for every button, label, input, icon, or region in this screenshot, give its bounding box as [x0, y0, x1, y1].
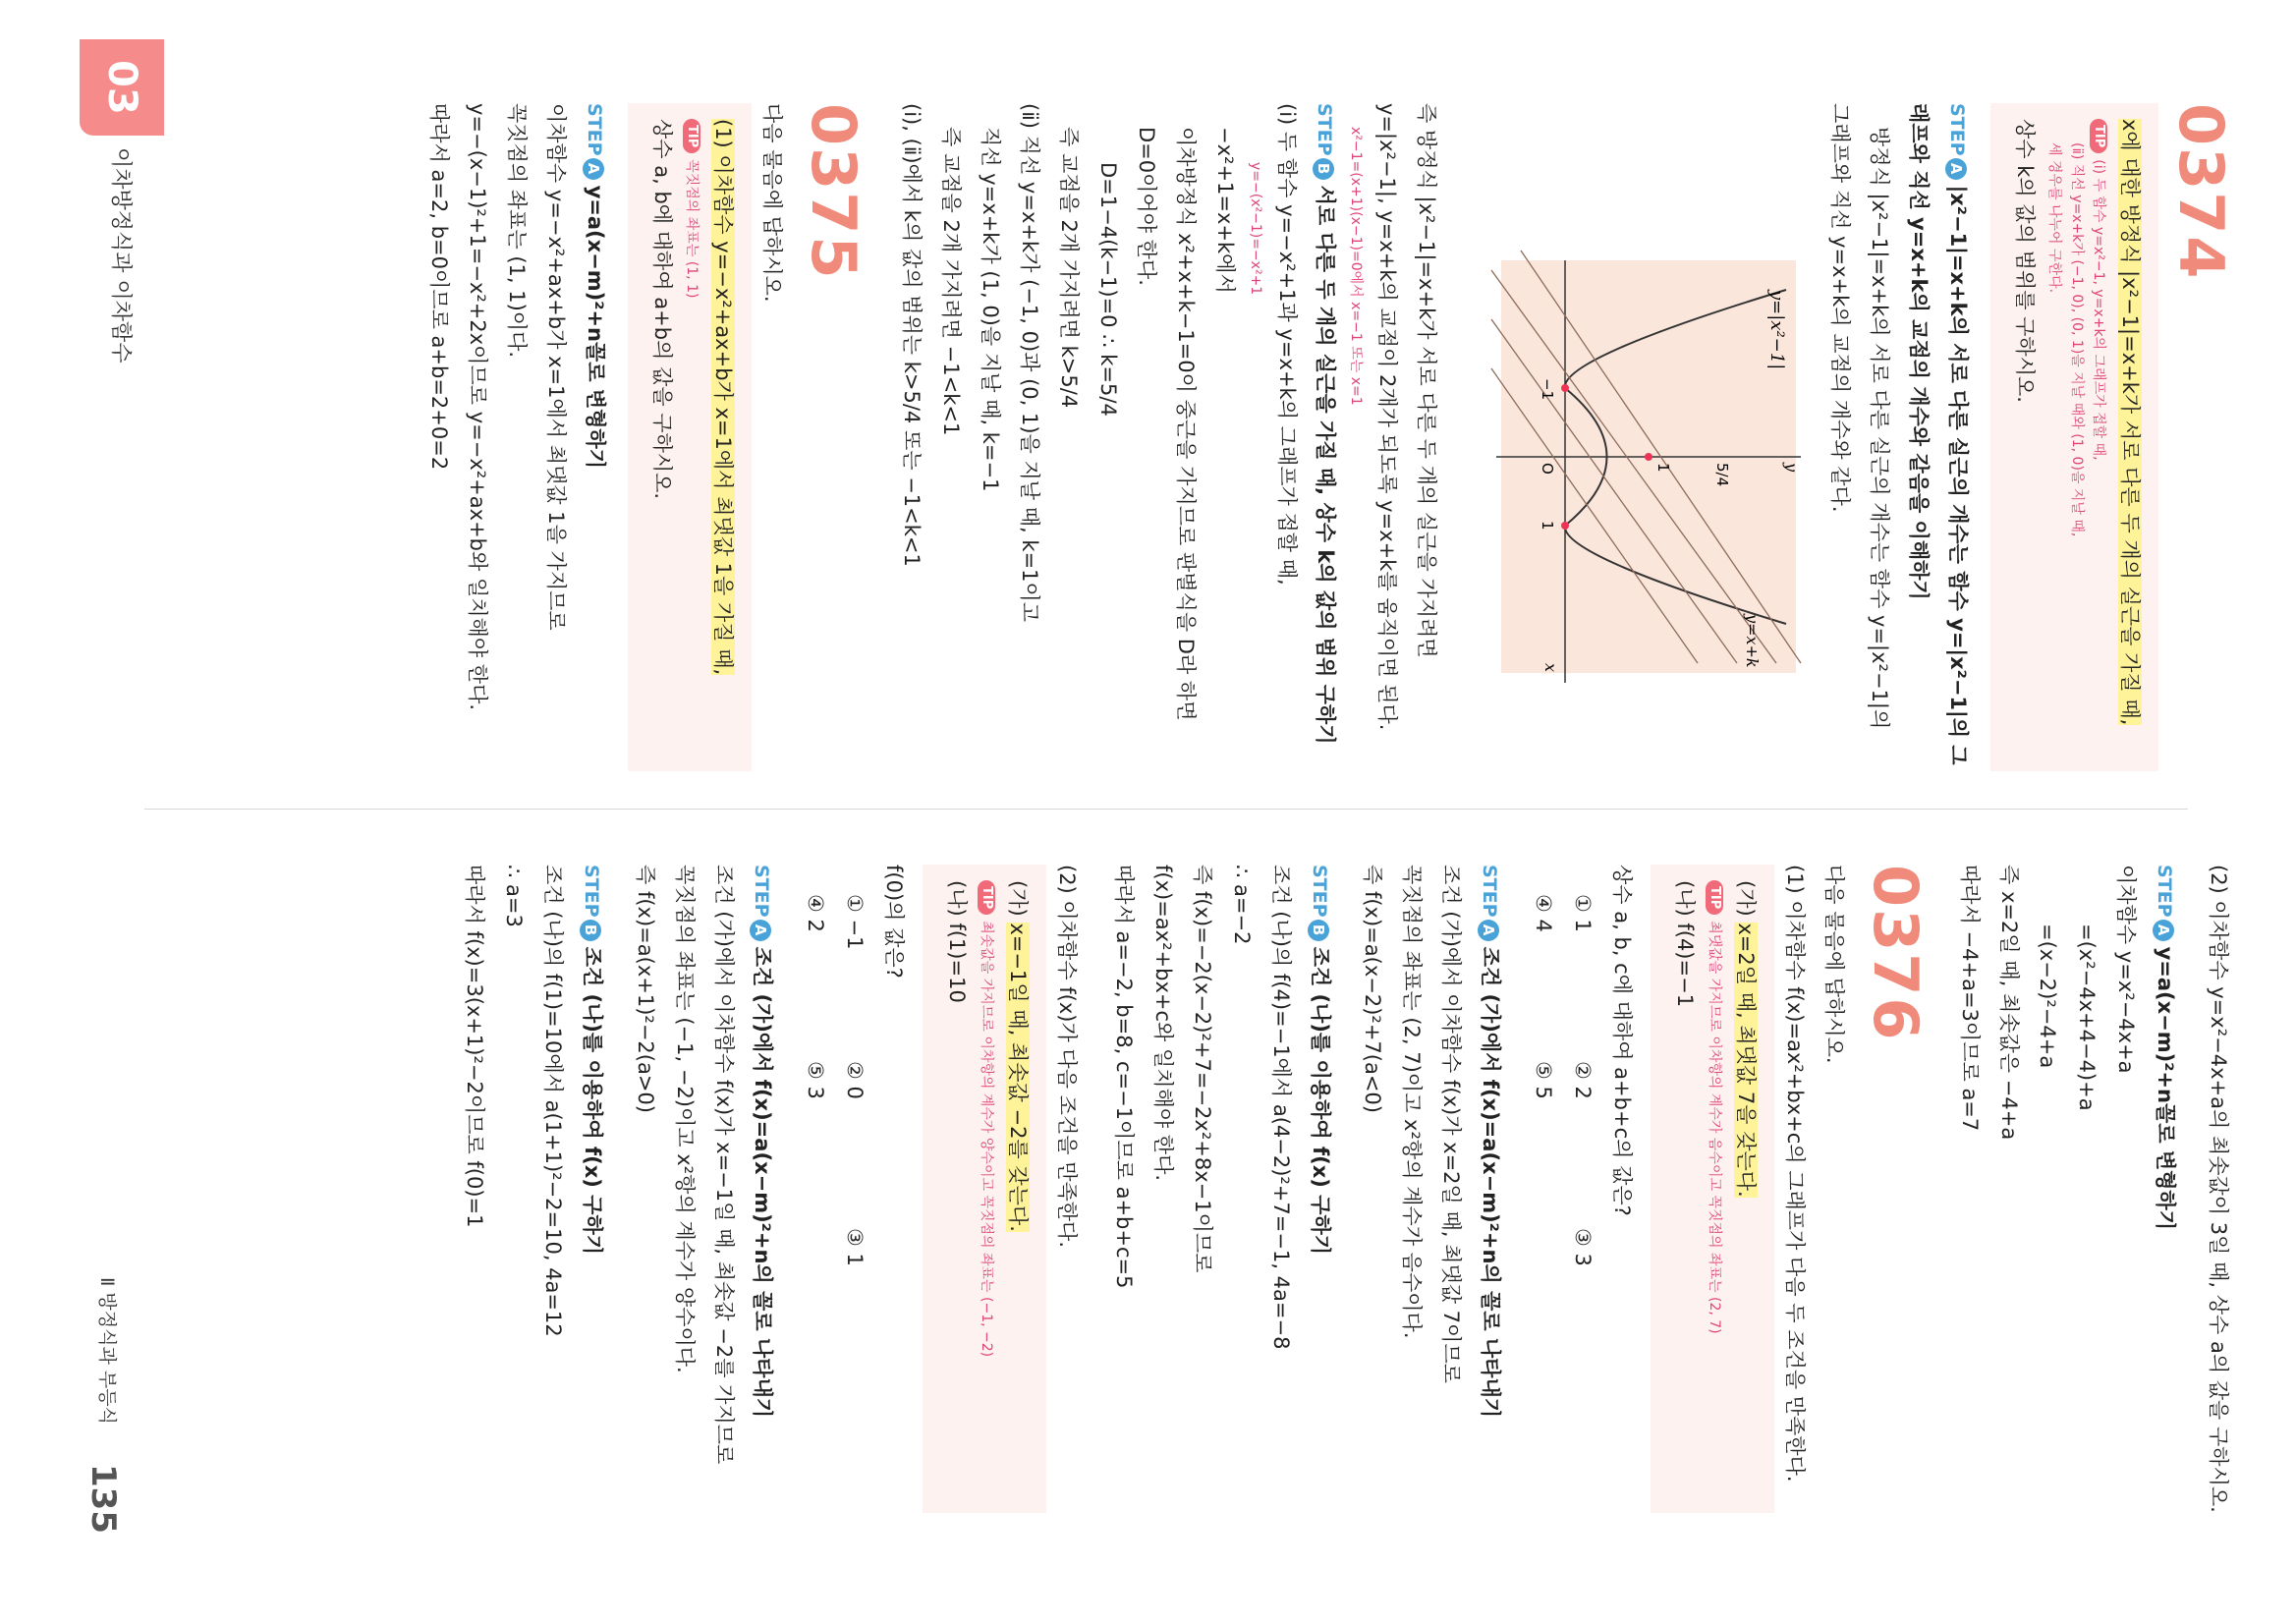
text-line: 조건 (가)에서 이차함수 f(x)가 x=2일 때, 최댓값 7이므로 [1439, 865, 1464, 1383]
text-line: (ⅰ) 두 함수 y=−x²+1과 y=x+k의 그래프가 접할 때, [1274, 103, 1299, 586]
step-a-0376 [1353, 865, 1510, 1513]
choice-1: ① −1 [843, 894, 868, 950]
step-b-title: 조건 (나)를 이용하여 f(x) 구하기 [1308, 946, 1332, 1256]
step-a-label: STEPA [584, 103, 605, 180]
problem-0375-box [628, 103, 752, 771]
step-a-title: y=a(x−m)²+n꼴로 변형하기 [2154, 946, 2178, 1231]
choice-3: ③ 3 [1570, 1228, 1595, 1266]
tip-badge: TIP [2090, 119, 2107, 153]
text-line: y=|x²−1|, y=x+k의 교점이 2개가 되도록 y=x+k를 움직이면 된다. [1374, 103, 1399, 731]
step-a-label: STEPA [1946, 103, 1968, 180]
choice-5: ⑤ 5 [1532, 1061, 1556, 1099]
problem-number-0376: 0376 [1859, 865, 1932, 1042]
choice-1: ① 1 [1570, 894, 1595, 932]
problem-0375-highlight: (1) 이차함수 y=−x²+ax+b가 x=1에서 최댓값 1을 가질 때, [711, 119, 736, 676]
problem-0374-tip: TIP(ⅰ) 두 함수 y=x²−1, y=x+k의 그래프가 접할 때, [2088, 119, 2109, 757]
text-line: 즉 f(x)=a(x−2)²+7(a<0) [1361, 865, 1385, 1113]
step-b-label: STEPB [581, 865, 602, 941]
text-line: 즉 교점을 2개 가지려면 k>5/4 [1056, 127, 1081, 409]
step-b-0374 [891, 103, 1444, 771]
left-column [419, 103, 2237, 771]
step-a-title: 조건 (가)에서 f(x)=a(x−m)²+n의 꼴로 나타내기 [1479, 946, 1503, 1419]
step-a-0375-part2 [1949, 865, 2184, 1513]
choice-2: ② 0 [843, 1061, 868, 1099]
text-line: ∴ a=−2 [1229, 865, 1254, 945]
text-line: (ⅰ), (ⅱ)에서 k의 값의 범위는 k>5/4 또는 −1<k<1 [900, 103, 924, 567]
tip-badge: TIP [1706, 880, 1723, 915]
step-a-label: STEPA [2154, 865, 2175, 941]
pink-note: y=−(x²−1)=−x²+1 [1247, 162, 1263, 296]
text-line: 이차방정식 x²+x+k−1=0이 중근을 가지므로 판별식을 D라 하면 [1174, 127, 1199, 721]
text-line: 이차함수 y=x²−4x+a [2114, 865, 2139, 1074]
page-footer [0, 0, 164, 1624]
problem-0375-question: 다음 물음에 답하시오. [760, 103, 785, 303]
text-line: 꼭짓점의 좌표는 (1, 1)이다. [505, 103, 530, 359]
step-b-0376-part2 [454, 865, 611, 1513]
chapter-title: 이차방정식과 이차함수 [108, 147, 133, 364]
problem-number-0375: 0375 [798, 103, 870, 281]
problem-0376-part1: (1) 이차함수 f(x)=ax²+bx+c의 그래프가 다음 두 조건을 만족한다. [1782, 865, 1807, 1483]
text-line: 꼭짓점의 좌표는 (−1, −2)이고 x²항의 계수가 양수이다. [672, 865, 697, 1373]
problem-0376-part2: (2) 이차함수 f(x)가 다음 조건을 만족한다. [1055, 865, 1080, 1249]
section-title: Ⅱ 방정식과 부등식 [96, 1277, 118, 1425]
step-a-0376-part2 [625, 865, 782, 1513]
problem-0374-tip-2: (ⅱ) 직선 y=x+k가 (−1, 0), (0, 1)을 지날 때와 (1, 0)을 지날 때, [2068, 142, 2085, 537]
tip-badge: TIP [978, 880, 995, 915]
problem-0376-part2-ask: f(0)의 값은? [882, 865, 907, 979]
problem-0375-part2-question: (2) 이차함수 y=x²−4x+a의 최솟값이 3일 때, 상수 a의 값을 구하시오. [2207, 865, 2230, 1513]
choice-2: ② 2 [1570, 1061, 1595, 1099]
text-line: 따라서 a=−2, b=8, c=−1이므로 a+b+c=5 [1112, 865, 1137, 1289]
graph-y-five-fourths: 5/4 [1713, 463, 1732, 487]
text-line: 꼭짓점의 좌표는 (2, 7)이고 x²항의 계수가 음수이다. [1400, 865, 1425, 1339]
text-line: 즉 x=2일 때, 최솟값은 −4+a [1996, 865, 2021, 1141]
text-line: 따라서 f(x)=3(x+1)²−2이므로 f(0)=1 [463, 865, 487, 1228]
choice-4: ④ 2 [804, 894, 828, 932]
step-a-label: STEPA [752, 865, 773, 941]
text-line: 즉 f(x)=a(x+1)²−2(a>0) [633, 865, 657, 1113]
step-b-0376 [1103, 865, 1338, 1513]
text-line: (ⅱ) 직선 y=x+k가 (−1, 0)과 (0, 1)을 지날 때, k=1이고 [1017, 103, 1041, 623]
chapter-badge: 03 [80, 39, 164, 136]
graph-label-line: y=x+k [1743, 614, 1763, 668]
text-line: 즉 f(x)=−2(x−2)²+7=−2x²+8x−1이므로 [1190, 865, 1214, 1273]
text-line: =(x²−4x+4−4)+a [2075, 924, 2100, 1111]
graph-y-one: 1 [1654, 463, 1673, 473]
text-line: 이차함수 y=−x²+ax+b가 x=1에서 최댓값 1을 가지므로 [544, 103, 569, 631]
text-line: D=1−4(k−1)=0 ∴ k=5/4 [1095, 162, 1120, 417]
pink-note: x²−1=(x+1)(x−1)=0에서 x=−1 또는 x=1 [1347, 127, 1364, 406]
text-line: 조건 (나)의 f(4)=−1에서 a(4−2)²+7=−1, 4a=−8 [1268, 865, 1293, 1350]
graph-label-curve: y=|x²−1| [1766, 290, 1788, 370]
step-a-title: |x²−1|=x+k의 서로 다른 실근의 개수는 함수 y=|x²−1|의 그래프와 직선 y=x+k의 교점의 개수와 같음을 이해하기 [1907, 103, 1971, 765]
right-column [454, 865, 2237, 1513]
problem-0376-part2-tip: TIP최솟값을 가지므로 이차항의 계수가 양수이고 꼭짓점의 좌표는 (−1, −2) [976, 880, 997, 1499]
problem-0374-highlight: x에 대한 방정식 |x²−1|=x+k가 서로 다른 두 개의 실근을 가질 때, [2118, 119, 2142, 726]
step-a-0375 [419, 103, 614, 771]
step-b-label: STEPB [1314, 103, 1335, 180]
text-line: y=−(x−1)²+1=−x²+2x이므로 y=−x²+ax+b와 일치해야 한다. [466, 103, 490, 711]
step-a-label: STEPA [1479, 865, 1500, 941]
choice-4: ④ 4 [1532, 894, 1556, 932]
column-divider [144, 809, 2188, 810]
problem-0376-question: 다음 물음에 답하시오. [1821, 865, 1846, 1064]
problem-0376-tip: TIP최댓값을 가지므로 이차항의 계수가 음수이고 꼭짓점의 좌표는 (2, 7) [1704, 880, 1725, 1499]
problem-0374-box [1990, 103, 2158, 771]
text-line: 그래프와 직선 y=x+k의 교점의 개수와 같다. [1828, 103, 1853, 513]
problem-0375-question-2: 상수 a, b에 대하여 a+b의 값을 구하시오. [650, 119, 675, 500]
problem-0376-ask: 상수 a, b, c에 대하여 a+b+c의 값은? [1609, 865, 1634, 1216]
graph-origin: O [1539, 463, 1557, 475]
text-line: −x²+1=x+k에서 [1213, 127, 1238, 294]
graph-tick-minus-one: −1 [1539, 378, 1557, 401]
problem-0376-box: (가) x=2일 때, 최댓값 7을 갖는다. TIP최댓값을 가지므로 이차항의 계수가 음수이고 꼭짓점의 좌표는 (2, 7) (나) f(4)=−1 [1651, 865, 1774, 1513]
text-line: 따라서 −4+a=3이므로 a=7 [1957, 865, 1982, 1132]
text-line: 조건 (가)에서 이차함수 f(x)가 x=−1일 때, 최솟값 −2를 가지므로 [711, 865, 736, 1465]
absolute-value-graph [1482, 231, 1806, 693]
step-b-label: STEPB [1309, 865, 1330, 941]
problem-0376-part2-box: (가) x=−1일 때, 최솟값 −2를 갖는다. TIP최솟값을 가지므로 이차항의 계수가 양수이고 꼭짓점의 좌표는 (−1, −2) (나) f(1)=10 [923, 865, 1046, 1513]
text-line: 조건 (나)의 f(1)=10에서 a(1+1)²−2=10, 4a=12 [541, 865, 566, 1337]
text-line: =(x−2)²−4+a [2036, 924, 2060, 1069]
problem-0374-question-2: 상수 k의 값의 범위를 구하시오. [2012, 119, 2037, 403]
problem-number-0374: 0374 [2165, 103, 2237, 281]
graph-label-x: x [1541, 663, 1561, 673]
text-line: 방정식 |x²−1|=x+k의 서로 다른 실근의 개수는 함수 y=|x²−1|의 [1868, 127, 1892, 730]
text-line: D=0이어야 한다. [1135, 127, 1159, 286]
problem-0376-part2-choices [796, 865, 874, 1513]
text-line: 즉 방정식 |x²−1|=x+k가 서로 다른 두 개의 실근을 가지려면 [1414, 103, 1438, 658]
text-line: ∴ a=3 [502, 865, 527, 927]
problem-0374-tip-3: 세 경우를 나누어 구한다. [2046, 142, 2063, 294]
text-line: 따라서 a=2, b=0이므로 a+b=2+0=2 [426, 103, 451, 471]
page-number: 135 [84, 1464, 123, 1534]
step-b-title: 서로 다른 두 개의 실근을 가질 때, 상수 k의 값의 범위 구하기 [1314, 185, 1338, 745]
graph-tick-one: 1 [1539, 521, 1557, 531]
problem-0375-tip: TIP꼭짓점의 좌표는 (1, 1) [681, 119, 702, 757]
problem-0374-question [2109, 119, 2149, 757]
text-line: f(x)=ax²+bx+c와 일치해야 한다. [1151, 865, 1176, 1182]
step-b-title: 조건 (나)를 이용하여 f(x) 구하기 [580, 946, 604, 1256]
step-a-0374 [1820, 103, 1977, 771]
tip-badge: TIP [683, 119, 700, 153]
step-a-title: y=a(x−m)²+n꼴로 변형하기 [584, 185, 608, 470]
text-line: 즉 교점을 2개 가지려면 −1<k<1 [939, 127, 964, 436]
graph-label-y: y [1782, 463, 1802, 473]
step-a-title: 조건 (가)에서 f(x)=a(x−m)²+n의 꼴로 나타내기 [751, 946, 775, 1419]
choice-3: ③ 1 [843, 1228, 868, 1266]
problem-0376-choices [1523, 865, 1601, 1513]
text-line: 직선 y=x+k가 (1, 0)을 지날 때, k=−1 [978, 127, 1002, 492]
choice-5: ⑤ 3 [804, 1061, 828, 1099]
